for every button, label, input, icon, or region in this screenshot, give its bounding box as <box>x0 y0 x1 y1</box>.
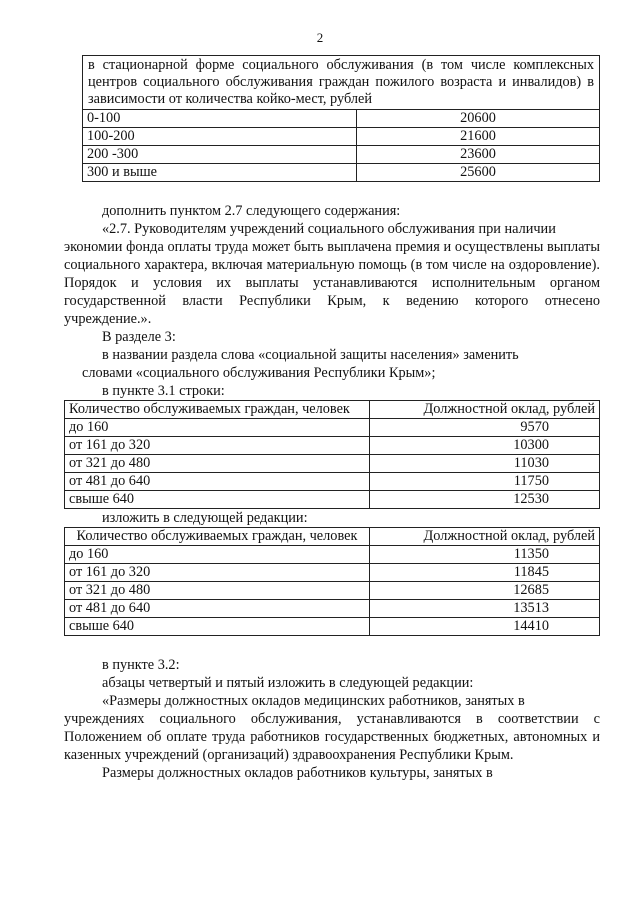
table-cell-range: 0-100 <box>83 110 357 128</box>
table-row <box>65 491 600 509</box>
table-cell-value: 13513 <box>369 600 599 618</box>
table-cell-value: 10300 <box>369 437 599 455</box>
table-row <box>65 564 600 582</box>
document-body <box>64 55 600 782</box>
paragraph-clause-2-7-first: «2.7. Руководителям учреждений социального обслуживания при наличии <box>102 221 556 237</box>
paragraph-clause-2-7-rest: экономии фонда оплаты труда может быть выплачена премия и осуществлены выплаты социального характера, включая материальную помощь (в том числе на оздоровление). Порядок и условия их выплаты устанавливаются исполнительным органом государственной власти Республики Крым, к ведению которого отнесено учреждение.». <box>64 239 600 327</box>
table-cell-value: 14410 <box>369 618 599 636</box>
paragraph-clause-3-1: в пункте 3.1 строки: <box>102 383 225 399</box>
paragraph-culture-workers: Размеры должностных окладов работников культуры, занятых в <box>102 765 493 781</box>
paragraph-paragraphs-4-5: абзацы четвертый и пятый изложить в следующей редакции: <box>102 675 474 691</box>
table-cell-range: свыше 640 <box>65 491 370 509</box>
table-cell-value: 11030 <box>369 455 599 473</box>
table-cell-range: до 160 <box>65 419 370 437</box>
table-header-row <box>65 528 600 546</box>
table-cell-value: 20600 <box>357 110 600 128</box>
table-cell-value: 21600 <box>357 128 600 146</box>
table-cell-range: от 161 до 320 <box>65 437 370 455</box>
table-row <box>65 455 600 473</box>
table-header-cell: в стационарной форме социального обслуживания (в том числе комплексных центров социального обслуживания граждан пожилого возраста и инвалидов) в зависимости от количества койко-мест, рублей <box>83 56 600 110</box>
table-cell-range: от 481 до 640 <box>65 600 370 618</box>
table-cell-range: от 321 до 480 <box>65 455 370 473</box>
table-inpatient-salaries <box>82 55 600 182</box>
table-header-count: Количество обслуживаемых граждан, человек <box>65 401 370 419</box>
table-header-salary: Должностной оклад, рублей <box>369 401 599 419</box>
table-cell-value: 12530 <box>369 491 599 509</box>
paragraph-rename-rest: словами «социального обслуживания Республики Крым»; <box>82 365 436 381</box>
table-row <box>83 110 600 128</box>
table-cell-range: от 161 до 320 <box>65 564 370 582</box>
table-cell-range: 100-200 <box>83 128 357 146</box>
table-header-row <box>65 401 600 419</box>
table-cell-value: 11750 <box>369 473 599 491</box>
paragraph-section-3: В разделе 3: <box>102 329 176 345</box>
table-row <box>83 128 600 146</box>
table-cell-range: 300 и выше <box>83 164 357 182</box>
table-cell-range: 200 -300 <box>83 146 357 164</box>
paragraph-add-clause: дополнить пунктом 2.7 следующего содержания: <box>102 203 401 219</box>
page-number: 2 <box>316 30 324 45</box>
table-row <box>65 546 600 564</box>
table-row <box>83 146 600 164</box>
table-row <box>65 600 600 618</box>
table-header-count: Количество обслуживаемых граждан, человек <box>65 528 370 546</box>
table-row <box>65 419 600 437</box>
table-cell-range: свыше 640 <box>65 618 370 636</box>
paragraph-medical-rest: учреждениях социального обслуживания, устанавливаются в соответствии с Положением об оплате труда работников государственных бюджетных, автономных и казенных учреждений (организаций) здравоохранения Республики Крым. <box>64 711 600 763</box>
table-cell-range: от 481 до 640 <box>65 473 370 491</box>
table-header-row <box>83 56 600 110</box>
table-cell-value: 11350 <box>369 546 599 564</box>
table-row <box>65 473 600 491</box>
table-row <box>83 164 600 182</box>
paragraph-rename-first: в названии раздела слова «социальной защиты населения» заменить <box>102 347 519 363</box>
table-header-salary: Должностной оклад, рублей <box>369 528 599 546</box>
table-row <box>65 437 600 455</box>
table-cell-range: от 321 до 480 <box>65 582 370 600</box>
table-row <box>65 582 600 600</box>
table-row <box>65 618 600 636</box>
paragraph-clause-3-2: в пункте 3.2: <box>102 657 180 673</box>
table-old-salaries <box>64 400 600 509</box>
table-cell-value: 11845 <box>369 564 599 582</box>
paragraph-medical-first: «Размеры должностных окладов медицинских работников, занятых в <box>102 693 525 709</box>
table-cell-value: 25600 <box>357 164 600 182</box>
table-new-salaries <box>64 527 600 636</box>
table-cell-value: 12685 <box>369 582 599 600</box>
table-cell-value: 9570 <box>369 419 599 437</box>
table-cell-range: до 160 <box>65 546 370 564</box>
paragraph-new-edition: изложить в следующей редакции: <box>102 510 308 526</box>
table-cell-value: 23600 <box>357 146 600 164</box>
